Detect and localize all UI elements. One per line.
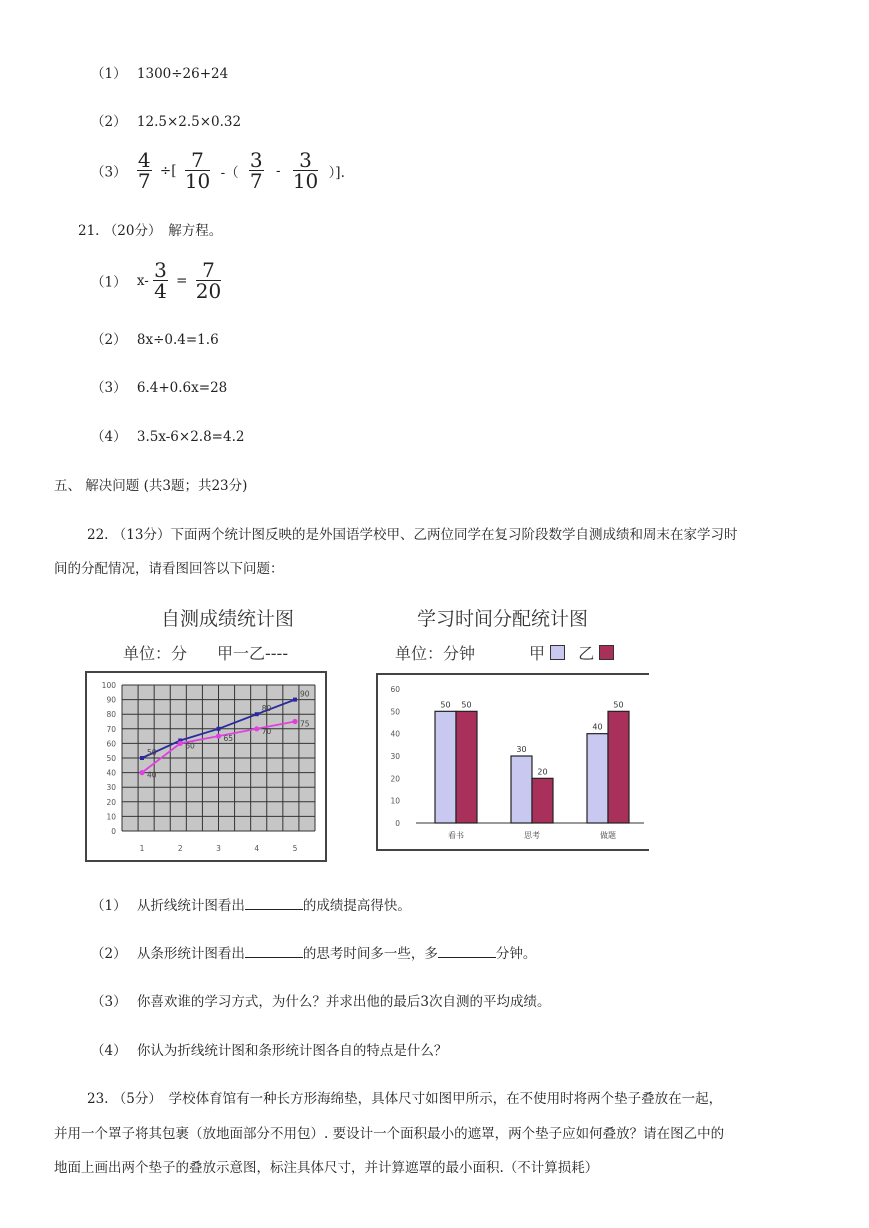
bar-b xyxy=(532,778,553,823)
bar-chart xyxy=(376,673,649,853)
fraction: $\frac{3}{7}$ xyxy=(249,148,263,193)
fraction: $\frac{7}{20}$ xyxy=(195,258,222,303)
y-tick-label: 0 xyxy=(111,827,116,836)
item-number: （2） xyxy=(91,946,127,962)
question-text: 的成绩提高得快。 xyxy=(302,898,411,914)
expression: 1300÷26+24 xyxy=(136,66,229,82)
expression: 12.5×2.5×0.32 xyxy=(136,114,242,130)
q20-item-3 xyxy=(91,150,345,191)
y-tick-label: 60 xyxy=(390,685,400,694)
data-label: 75 xyxy=(300,719,310,729)
q22-sub-4 xyxy=(91,1039,447,1059)
y-tick-label: 20 xyxy=(390,774,400,784)
y-tick-label: 90 xyxy=(106,695,116,705)
line-chart-unit: 单位：分 xyxy=(123,644,188,663)
data-label: 20 xyxy=(537,767,548,777)
q21-header: 21. （20分） 解方程。 xyxy=(78,223,223,239)
y-tick-label: 50 xyxy=(390,707,400,717)
bar-chart-legend xyxy=(529,641,614,664)
data-point xyxy=(139,770,144,775)
y-tick-label: 80 xyxy=(106,710,116,720)
q22-sub-3 xyxy=(91,990,550,1010)
answer-blank[interactable] xyxy=(245,945,303,958)
q23-text-line-2: 并用一个罩子将其包裹（放地面部分不用包）. 要设计一个面积最小的遮罩，两个垫子应如何叠放？请在图乙中的 xyxy=(54,1126,725,1142)
operator: ）]. xyxy=(328,164,345,181)
expression: 8x÷0.4=1.6 xyxy=(136,332,219,348)
item-number: （4） xyxy=(91,1043,127,1059)
y-tick-label: 40 xyxy=(390,729,400,739)
bar-a xyxy=(587,734,608,823)
q21-item-4 xyxy=(91,425,244,445)
question-text: 的思考时间多一些，多 xyxy=(302,946,438,962)
y-tick-label: 50 xyxy=(106,754,116,763)
data-point xyxy=(216,734,221,739)
question-text: 分钟。 xyxy=(495,946,537,962)
data-point xyxy=(217,727,221,731)
data-label: 50 xyxy=(147,748,157,757)
fraction: $\frac{3}{10}$ xyxy=(292,148,319,193)
y-tick-label: 30 xyxy=(390,752,400,761)
x-tick-label: 1 xyxy=(139,844,145,853)
expression: 3.5x-6×2.8=4.2 xyxy=(136,429,245,445)
q20-item-2 xyxy=(91,110,241,130)
data-label: 50 xyxy=(613,700,624,710)
q21-item-3 xyxy=(91,376,227,396)
q23-text-line-3: 地面上画出两个垫子的叠放示意图，标注具体尺寸，并计算遮罩的最小面积.（不计算损耗） xyxy=(54,1160,599,1176)
fraction: $\frac{4}{7}$ xyxy=(137,148,151,193)
item-number: （4） xyxy=(91,429,127,445)
y-tick-label: 60 xyxy=(106,739,116,749)
q22-text-line-2: 间的分配情况，请看图回答以下问题： xyxy=(54,561,284,577)
data-label: 40 xyxy=(147,770,157,780)
data-label: 90 xyxy=(300,689,310,699)
y-tick-label: 40 xyxy=(106,768,116,778)
data-label: 70 xyxy=(261,726,272,736)
question-text: 从折线统计图看出 xyxy=(136,898,245,914)
y-tick-label: 10 xyxy=(106,812,116,822)
item-number: （1） xyxy=(91,66,127,82)
section-heading: 五、 解决问题 (共3题；共23分) xyxy=(54,478,248,494)
data-point xyxy=(140,756,144,760)
x-tick-label: 做题 xyxy=(600,831,616,840)
data-label: 65 xyxy=(223,734,234,744)
y-tick-label: 10 xyxy=(390,796,400,806)
x-tick-label: 看书 xyxy=(448,831,464,840)
operator: -（ xyxy=(220,164,239,181)
legend-swatch-a xyxy=(550,645,565,660)
data-label: 50 xyxy=(440,700,451,710)
item-number: （1） xyxy=(91,898,127,914)
item-number: （3） xyxy=(91,164,127,181)
question-text: 你认为折线统计图和条形统计图各自的特点是什么？ xyxy=(136,1043,448,1059)
bar-chart-unit: 单位：分钟 xyxy=(395,644,476,663)
bar-b xyxy=(456,711,477,823)
y-tick-label: 20 xyxy=(106,797,116,807)
q22-sub-1 xyxy=(91,894,411,914)
q21-item-1 xyxy=(91,260,221,301)
item-number: （3） xyxy=(91,994,127,1010)
q21-item-2 xyxy=(91,328,219,348)
x-tick-label: 思考 xyxy=(524,831,540,840)
q23-text-line-1: 23. （5分） 学校体育馆有一种长方形海绵垫，具体尺寸如图甲所示，在不使用时将两个垫子叠放在一起， xyxy=(87,1091,723,1107)
operator: ÷[ xyxy=(159,162,177,179)
fraction: $\frac{7}{10}$ xyxy=(184,148,211,193)
line-chart-legend: 甲一乙---- xyxy=(217,644,289,663)
data-point xyxy=(178,741,183,746)
legend-swatch-b xyxy=(599,645,614,660)
data-point xyxy=(292,719,297,724)
data-point xyxy=(255,712,259,716)
y-tick-label: 100 xyxy=(101,681,116,690)
bar-b xyxy=(608,711,629,823)
y-tick-label: 70 xyxy=(106,724,116,734)
x-tick-label: 5 xyxy=(292,844,298,853)
q22-text-line-1: 22. （13分）下面两个统计图反映的是外国语学校甲、乙两位同学在复习阶段数学自测成绩和周末在家学习时 xyxy=(87,527,738,543)
x-tick-label: 2 xyxy=(177,844,183,853)
item-number: （3） xyxy=(91,380,127,396)
x-tick-label: 3 xyxy=(216,844,221,853)
data-label: 30 xyxy=(516,745,527,754)
line-chart-title: 自测成绩统计图 xyxy=(161,608,295,630)
answer-blank[interactable] xyxy=(438,945,496,958)
q20-item-1 xyxy=(91,62,228,82)
bar-a xyxy=(511,756,532,823)
item-number: （2） xyxy=(91,332,127,348)
question-text: 你喜欢谁的学习方式，为什么？并求出他的最后3次自测的平均成绩。 xyxy=(136,994,551,1010)
bar-chart-title: 学习时间分配统计图 xyxy=(417,608,589,630)
item-number: （2） xyxy=(91,114,127,130)
legend-label-b: 乙 xyxy=(578,644,595,663)
legend-label-a: 甲 xyxy=(529,644,546,663)
q22-sub-2 xyxy=(91,942,536,962)
data-point xyxy=(293,698,297,702)
expression: x- xyxy=(136,272,149,289)
operator: = xyxy=(176,272,188,289)
question-text: 从条形统计图看出 xyxy=(136,946,245,962)
data-label: 40 xyxy=(592,722,603,732)
y-tick-label: 30 xyxy=(106,783,116,793)
x-tick-label: 4 xyxy=(254,844,260,853)
data-label: 60 xyxy=(185,741,195,751)
answer-blank[interactable] xyxy=(245,897,303,910)
expression: 6.4+0.6x=28 xyxy=(136,380,228,396)
line-chart xyxy=(85,671,327,862)
operator: - xyxy=(275,162,281,179)
data-point xyxy=(254,726,259,731)
bar-a xyxy=(435,711,456,823)
data-label: 80 xyxy=(261,704,272,714)
data-label: 50 xyxy=(461,700,472,710)
item-number: （1） xyxy=(91,274,127,291)
fraction: $\frac{3}{4}$ xyxy=(154,258,167,303)
y-tick-label: 0 xyxy=(395,819,400,828)
